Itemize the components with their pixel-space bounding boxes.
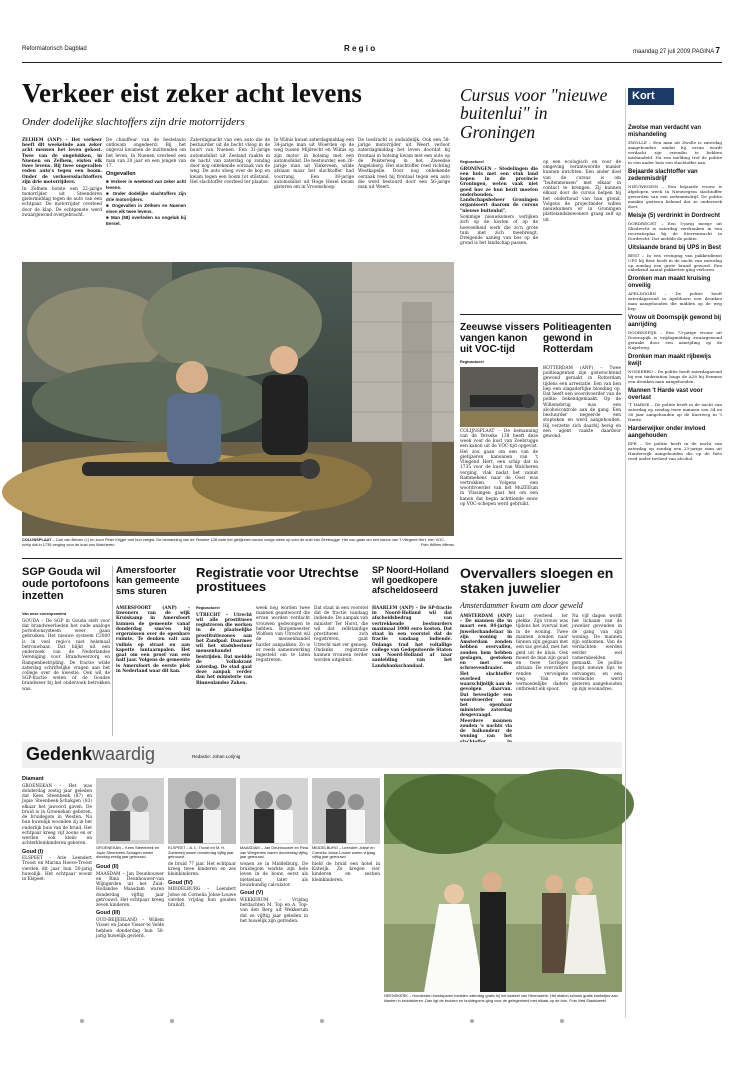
goud-label: Goud (I) bbox=[22, 848, 44, 855]
kort-title: Harderwijker onder invloed aangehouden bbox=[628, 426, 706, 440]
cursus-col-1 bbox=[460, 160, 538, 310]
registration-marks bbox=[22, 1018, 622, 1024]
couple-caption-3: MAASDAM – Jan Deunhouwer en Rina van Wingerden waren donderdag vijftig jaar getrouwd. bbox=[240, 845, 308, 860]
page-info bbox=[560, 46, 720, 60]
gedenk-col-4 bbox=[240, 862, 308, 1018]
overvallers-col-3 bbox=[572, 614, 622, 736]
wedding-caption-text: HEENSKERK – Honderden bruidsparen toetsten zaterdag gratis bij het kasteel van Heemskerk. Het station schonk gratis koeketjes aan klanten in bruidskleren. Dan ligt de bruiden en bruidegoms ging voor de gelegenheid met elkaar op de foto. bbox=[384, 993, 618, 1003]
kort-item bbox=[628, 426, 722, 461]
box-item: ■ Verkeer in weekend van zeker acht levens. bbox=[106, 179, 187, 190]
wedding-photo-art bbox=[384, 774, 622, 992]
zeeuwse-col bbox=[460, 360, 538, 540]
zeeuwse-headline: Zeeuwse vissers vangen kanon uit VOC-tijd bbox=[460, 322, 540, 355]
registratie-tag: Regioactueel bbox=[196, 606, 220, 610]
kort-item bbox=[628, 276, 722, 311]
goud-label: Goud (V) bbox=[240, 890, 264, 897]
couple-photo-4-art bbox=[312, 778, 380, 844]
zeeuwse-tag: Regioactueel bbox=[460, 360, 484, 364]
top-rule bbox=[22, 62, 722, 63]
fishermen-photo-art bbox=[22, 262, 454, 536]
kort-item bbox=[628, 169, 722, 209]
lead-headline: Verkeer eist zeker acht levens bbox=[22, 78, 362, 108]
wedding-caption bbox=[384, 994, 622, 1016]
kort-divider bbox=[625, 88, 626, 1018]
registratie-headline: Registratie voor Utrechtse prostituees bbox=[196, 565, 359, 595]
registratie-para: Dat staat in een voorstel dat de fractie vandaag indiende. De aanpak van minister Ter Horst, die wil dat zelfstandige prostituees zich registreren, gaat Utrecht niet ver genoeg. Ondanks registratie kunnen vrouwen verder worden uitgebuit. bbox=[314, 606, 368, 664]
gedenk-para: GROENEKAN – Het was donderdag zestig jaar geleden dat Kees Steenbeek (87) en Jopie Steenbeek-Schakgen (83) elkaar het jawoord gaven. De bruid is in Groenekan geboren, de bruidegom in Westen. Na hun huwelijk woonden zij in het ouderlijk huis van de bruid. Het echtpaar kreeg vijf zoons en er werden ook klein- en achterkleinkinderen geboren. bbox=[22, 783, 92, 847]
kort-title: Meisje (5) verdrinkt in Dordrecht bbox=[628, 212, 721, 219]
gedenk-col-1 bbox=[22, 774, 92, 1018]
overvallers-col-1 bbox=[460, 614, 512, 740]
reg-mark bbox=[80, 1019, 84, 1023]
gedenk-para: hield de bruid een hotel in Katwijk. Ze kregen vier kinderen en zestien kleinkinderen. bbox=[312, 862, 380, 883]
reg-mark bbox=[320, 1019, 324, 1023]
page-number: 7 bbox=[715, 46, 720, 55]
lead-para: De toedracht is onduidelijk. Ook een 58-jarige motorrijder uit Weert verloor zaterdagmiddag het leven doordat hij frontaal in botsing kwam met een auto op de Pelsterweg in het Zweedse Angelsberg. Het slachtoffer reed richting Westkapelle. Door nog onbekende oorzaak reed hij frontaal tegen een auto die werd bestuurd door een 56-jarige man uit Weert. bbox=[358, 138, 450, 191]
lead-para: Zaterdagnacht van een auto die de bestuurder uit de bocht vloog in de buurt van Nuenen. Een 31-jarige automobilist uit Zeeland raakte in de nacht van zaterdag op zondag door nog onbekende oorzaak van de weg. De auto sloeg over de kop en kwam tegen een boom tot stilstand. Het slachtoffer overleed ter plaatse. bbox=[190, 138, 270, 185]
overvallers-para: laar overleed ter plekke. Zijn vrouw was tijdens het overval niet in de woning. Twee mannen zouden naar binnen zijn gegaan met een tas gevuld, met het geld uit de kluis. Ook moest de man zijn goud en twee horloges afstaan. De overvallers renden vervolgens weg. Van de vermoedelijke daders ontbreekt elk spoor. bbox=[516, 614, 568, 693]
registratie-para: UTRECHT – Utrecht wil alle prostituees registreren die werken in de plaatselijke prostitutiezones aan het Zandpad. Daarmee wil het stadsbestuur mensenhandel bestrijden. Dat meldde de Volkskrant zaterdag. De stad gaat deze aanpak verder dan het ministerie van Binnenlandse Zaken. bbox=[196, 612, 252, 686]
kort-title: Vrouw uit Doornspijk gewond bij aanrijding bbox=[628, 315, 721, 329]
kort-item bbox=[628, 388, 722, 423]
cursus-headline: Cursus voor "nieuwe buitenlui" in Groningen bbox=[460, 85, 608, 142]
kort-text: DOORNSPIJK – Een 73-jarige vrouw uit Doornspijk is vrijdagmiddag zwaargewond geraakt door een aanrijding op de Nagelweg. bbox=[628, 329, 722, 350]
registratie-para: week nog worden twee mannen geantwoord die ervan worden verdacht vrouwen gedwongen te hebben. Burgemeester Wolfsen van Utrecht wil de mensenhandel harder aanpakken. Zo is er reeds samenwerking ingesteld om te laten registreren. bbox=[256, 606, 310, 664]
fishermen-photo bbox=[22, 262, 454, 536]
reg-mark bbox=[470, 1019, 474, 1023]
couple-caption-2: ELSPEET – A. L. Troost en M. H. Zoeteweij waren donderdag vijftig jaar getrouwd. bbox=[168, 845, 234, 860]
lead-para: De chauffeur van de bestelauto ontkwam ongedeerd. Bij het ongeval kwamen de inzittenden om het leven. In Nuenen overleed een man van 20 jaar en een jongen van 17. bbox=[106, 138, 186, 170]
lead-col-2 bbox=[106, 138, 186, 260]
kort-text: NIEUWEGEIN – Een bejaarde vrouw is afgelopen week in Nieuwegein slachtoffer geworden van een zedenmisdrijf. De politie maakte gisteren bekend dat ze onderzoek doet. bbox=[628, 183, 722, 209]
gedenkwaardig-bar bbox=[22, 742, 622, 768]
kort-text: NOSSEBRO – De politie heeft zaterdagavond bij een tankstation langs de A28 bij Eemnes een dronken man aangehouden. bbox=[628, 368, 722, 384]
section-name: R e g i o bbox=[344, 44, 376, 53]
cursus-col-2 bbox=[543, 160, 621, 310]
overvallers-subhead: Amsterdammer kwam om door geweld bbox=[460, 601, 583, 610]
zeeuwse-photo bbox=[460, 367, 538, 427]
zeeuwse-para: COLIJNSPLAAT – De bemanning van de Yerseke 138 heeft deze week voor de kust van Zeebrugge een kanon uit de VOC-tijd opgevist. Het zou gaan om een van de gietijzeren kanonnen van 't Vliegend Hert, een schip dat in 1735 voor de kust van Walcheren verging, vlak nadat het vanuit Rammekens naar de Oost was vertrokken. Volgens een woordvoerder van het MuZEEum in Vlissingen gaat het om een kanon dat begin achttiende eeuw op VOC-schepen werd gebruikt. bbox=[460, 428, 538, 507]
page-date: maandag 27 juli 2009 bbox=[632, 49, 691, 55]
kort-item bbox=[628, 315, 722, 350]
divider bbox=[460, 314, 622, 315]
overvallers-col-2 bbox=[516, 614, 568, 736]
lead-para: In Zelhem botste een 22-jarige motorrijder uit Steenderen gistermiddag tegen de auto van een echtpaar. De motorrijder overleed door de klap. De echtgenote werd zwaargewond overgebracht. bbox=[22, 186, 102, 218]
sgp-byline: Van onze correspondent bbox=[22, 612, 67, 616]
couple-photo-4 bbox=[312, 778, 380, 844]
lead-col-5 bbox=[358, 138, 450, 260]
kort-title: Dronken man maakt kruising onveilig bbox=[628, 276, 711, 290]
cursus-para: op een ecologisch en voor de omgeving verantwoorde manier kunnen inrichten. Een ander doel van de cursus is om "buitenmensen" met elkaar in contact te brengen. Zij kunnen elkaar door de cursus helpen bij het onderhoud van hun grond. Volgens de projectleider willen nieuwkomers er in Groningen plattelandsbewoners graag zelf op uit. bbox=[543, 160, 621, 223]
sgp-para: GOUDA – De SGP in Gouda stelt voor dat brandweerlieden het oude analoge portofoonsysteem weer gaan gebruiken. Het nieuwe systeem C2000 is in veel regio's niet helemaal betrouwbaar. Dat blijkt uit een onderzoek van de Nederlandse Vereniging voor Brandweerzorg en Rampenbestrijding. De fractie wilde zaterdag schriftelijke vragen aan het college over de kwestie. Ook wil de SGP-fractie weten of de Goudse brandweer bij het onderzoek betrokken was. bbox=[22, 618, 110, 692]
couple-photo-2 bbox=[168, 778, 236, 844]
kort-item bbox=[628, 354, 722, 384]
mid-rule bbox=[22, 558, 622, 559]
kort-title: Zwolse man verdacht van mishandeling bbox=[628, 125, 702, 139]
kort-text: DORDRECHT – Een 5-jarig meisje uit Sliedrecht is zaterdag verdronken in een recreatieplas bij de Sterrenwacht in Dordrecht. Dat meldde de politie. bbox=[628, 220, 722, 241]
gedenk-para: MIDDELBURG – Leendert Jobse en Cornelia Jobse-Louwe vierden vrijdag hun gouden bruiloft. bbox=[168, 887, 236, 909]
publication-name: Reformatorisch Dagblad bbox=[22, 46, 87, 52]
gedenk-col-2 bbox=[96, 862, 164, 1018]
kort-item bbox=[628, 125, 722, 165]
registratie-col-1 bbox=[196, 606, 252, 736]
overvallers-para: AMSTERDAM (ANP) – De mannen die in maart een 84-jarige juwelierhandelaar in zijn woning in Amsterdam zonden hebben overvallen, zouden hem hebben geslagen, gestoken en met een schroevendraaier. Het slachtoffer overleed waarschijnlijk aan de gevolgen daarvan. Dat bevestigde een woordvoerder van het openbaar ministerie zaterdag desgevraagd. Meerdere mannen zouden 's nachts via de balkondeur de woning van het bbox=[460, 614, 512, 740]
sp-para: HAARLEM (ANP) – De SP-fractie in Noord-Holland wil dat afscheidsbedrag van vertrekkende bestuurders maximaal 1000 euro kosten. Dat staat in een voorstel dat de fractie vandaag indiende. Onlangs trad het voltallige college van Gedeputeerde Staten van Noord-Holland af naar aanleiding van het Landsbankschandaal. bbox=[372, 606, 452, 669]
politie-para: ROTTERDAM (ANP) – Twee politieagenten zijn gisterochtend gewond geraakt in Rotterdam tijdens een arrestatie. Een van hen liep een slagaderlijke bloeding op. Dat heeft een woordvoerder van de politie bekendgemaakt. Op de Willemsbrug was een alcoholcontrole aan de gang. Een bestuurder negeerde een stopteken en werd aangehouden. Hij verzette zich daarbij hevig en een agent raakte daardoor gewond. bbox=[543, 366, 621, 440]
goud-label: Goud (II) bbox=[96, 864, 119, 870]
registratie-col-2 bbox=[256, 606, 310, 736]
kort-item bbox=[628, 245, 722, 273]
col-divider bbox=[112, 566, 113, 736]
couple-caption-4: MIDDELBURG – Leendert Jobse en Cornelia Jobse-Louwe waren vrijdag vijftig jaar getrouwd. bbox=[312, 845, 375, 860]
gedenk-para: wonen ze in Middelburg. De bruidegom werkte zijn hele leven in de bouw, eerst als metselaar, later als bouwkundig calculator. bbox=[240, 862, 308, 888]
box-item: ■ Onder dodelijke slachtoffers zijn drie motorrijders. bbox=[106, 191, 187, 202]
politie-headline: Politieagenten gewond in Rotterdam bbox=[543, 322, 612, 355]
goud-label: Goud (III) bbox=[96, 910, 121, 917]
caption-place: COLIJNSPLAAT bbox=[22, 537, 52, 542]
lead-intro: ZELHEM (ANP) – Het verkeer heeft dit weekeinde aan zeker acht mensen het leven gekost. Twee van de ongelukken, in Nuenen en Zelhem, eisten elk twee levens. Bij twee ongevallen reden auto's tegen een boom. Onder de verkeersslachtoffers zijn drie motorrijders. bbox=[22, 138, 102, 185]
lead-subhead: Onder dodelijke slachtoffers zijn drie motorrijders bbox=[22, 116, 245, 128]
lead-para: In Wilnis kwam zaterdagmiddag een 34-jarige man uit Woerden op de weg tussen Mijdrecht en Wilnis op zijn motor in botsing met een automobilist. De bestuurder, een 26-jarige man uit Vinkeveen, wilde afslaan maar het slachtoffer had voorrang. Een 38-jarige automobilist uit Hoge Hexel kwam gisteren om in Vroomshoop. bbox=[274, 138, 354, 191]
kort-text: 'T HARDE – De politie heeft in de nacht van zaterdag op zondag twee mannen van 34 en 36 jaar aangehouden op de Kuerweg in 't Harde. bbox=[628, 402, 722, 423]
gedenk-para: OUD-BEIJERLAND – Willem Visser en Janne Visser-te Velde hebben donderdag hun 50-jarig huwelijk gevierd. bbox=[96, 918, 164, 939]
kort-title: Dronken man maakt rijbewijs kwijt bbox=[628, 353, 712, 367]
couple-photo-3-art bbox=[240, 778, 308, 844]
lead-col-1 bbox=[22, 138, 102, 260]
redactie-credit: Redactie: Johan Lorijnig bbox=[192, 754, 241, 759]
gedenk-para: WEKKERUM – Vrijdag herdachten M. Top en A. Top-van den Berg uit Wekkerum dat ze vijftig jaar geleden in het huwelijk zijn getreden. bbox=[240, 897, 308, 924]
couple-photo-3 bbox=[240, 778, 308, 844]
kort-title: Uitslaande brand bij UPS in Best bbox=[628, 244, 722, 251]
box-item: ■ Man (58) overleden na ongeluk bij Eersel. bbox=[106, 215, 187, 226]
lead-col-4 bbox=[274, 138, 354, 260]
kort-item bbox=[628, 213, 722, 241]
kort-title: Bejaarde slachtoffer van zedenmisdrijf bbox=[628, 169, 698, 182]
sp-col bbox=[372, 606, 452, 736]
couple-photo-1 bbox=[96, 778, 164, 844]
sgp-headline: SGP Gouda wil oude portofoons inzetten bbox=[22, 566, 110, 603]
amersfoort-headline: Amersfoorter kan gemeente sms sturen bbox=[116, 565, 180, 597]
gedenk-para: ELSPEET – Arie Leendert Troost en Marina Hoeve-Troost vierden dit jaar hun 50-jarig huwelijk. Het echtpaar woont in Elspeet. bbox=[22, 856, 92, 883]
couple-caption-1: GROENEKAN – Kees Steenbeek en Jopie Steenbeek-Schagen waren dinsdag zestig jaar getrouwd. bbox=[96, 845, 160, 860]
kort-text: BEST – In een vestiging van pakketdienst UPS bij Best heeft in de nacht van zaterdag op zondag een grote brand gewoed. Een onbekend aantal pakketten ging verloren. bbox=[628, 252, 722, 273]
amersfoort-para: AMERSFOORT (ANP) – Inwoners van de wijk Kruiskamp in Amersfoort kunnen de gemeente vanaf donderdag sms'en bij ergernissen over de openbare ruimte. Te denken valt aan vuilnis op straat en aan kapotte lantaarnpalen. Het gaat om een proef van een half jaar. Volgens de gemeente is Amersfoort de eerste plek in Nederland waar dit kan. bbox=[116, 606, 190, 674]
gedenk-col-5 bbox=[312, 862, 380, 1018]
gedenkwaardig-title: Gedenkwaardig bbox=[26, 744, 156, 764]
ongevallen-box-title: Ongevallen bbox=[106, 171, 136, 178]
zeeuwse-photo-art bbox=[460, 367, 538, 427]
cursus-tag: Regioactueel bbox=[460, 160, 484, 164]
page-label: PAGINA bbox=[691, 49, 714, 55]
cursus-para: Sommige nieuwkomers verlijken zich op de kosten of op de hoeveelheid werk die zo'n grote tuin met zich meebrengt. Dreigende aanleg van bos op de grond is het landschap passen. bbox=[460, 215, 538, 247]
overvallers-para: Na vijf dagen wordt het lichaam van de juwelier gevonden in de gang van zijn woning. De mannen zijn ontkomen. Van de verdachten werden eerder wel camerabeelden gemaakt. De politie hoopt nieuwe tips te ontvangen, en een verdachte werd gisteren aangehouden op zijn woonadres. bbox=[572, 614, 622, 693]
gedenk-para: de bruid 77 jaar. Het echtpaar kreeg twee kinderen en zes kleinkinderen. bbox=[168, 862, 236, 878]
kort-text: APELDOORN – De politie heeft zaterdagavond in Apeldoorn een dronken man aangehouden die midden op de weg liep. bbox=[628, 291, 722, 312]
photo-credit: Foto Willem Mieras bbox=[420, 541, 454, 547]
politie-col bbox=[543, 366, 621, 540]
registratie-col-3 bbox=[314, 606, 368, 736]
box-item: ■ Ongevallen in Zelhem en Nuenen eisen elk twee levens. bbox=[106, 203, 187, 214]
reg-mark bbox=[560, 1019, 564, 1023]
reg-mark bbox=[170, 1019, 174, 1023]
couple-photo-1-art bbox=[96, 778, 164, 844]
couple-photo-2-art bbox=[168, 778, 236, 844]
diamant-label: Diamant bbox=[22, 776, 44, 782]
caption-text: Carl van Belzen (l.) en zoon Peter Krijger met hun vangst. De bemanning van de Yerseke 138 viste het gietijzeren kanon vorige week op voor de kust van Zeebrugge. Het zou gaan om een kanon van 't Vliegend Hert, een VOC-schip dat in 1735 verging voor de kust van Walcheren. bbox=[22, 537, 446, 547]
wedding-credit: Foto Ned Stadsbeeld bbox=[569, 997, 606, 1003]
goud-label: Goud (IV) bbox=[168, 879, 193, 886]
kort-title: Mannen 't Harde vast voor overlast bbox=[628, 387, 703, 401]
gedenk-col-3 bbox=[168, 862, 236, 1018]
sp-headline: SP Noord-Holland wil goedkopere afscheldoseerd bbox=[372, 565, 449, 595]
kort-text: EPE – De politie heeft in de nacht van zaterdag op zondag een 23-jarige man uit Harderwijk aangehouden die op de fiets reed onder invloed van alcohol. bbox=[628, 441, 722, 462]
wedding-photo bbox=[384, 774, 622, 992]
lead-col-3 bbox=[190, 138, 270, 260]
overvallers-headline: Overvallers sloegen en staken juwelier bbox=[460, 565, 614, 596]
kort-text: ZWOLLE – Een man uit Zwolle is zaterdag aangehouden omdat hij ervan wordt verdacht zijn vriendin te hebben mishandeld. Na een melding trof de politie in een ander huis een slachtoffer aan. bbox=[628, 140, 722, 166]
photo-caption: COLIJNSPLAAT – Carl van Belzen (l.) en zoon Peter Krijger met hun vangst. De bemanning van de Yerseke 138 viste het gietijzeren kanon vorige week op voor de kust van Zeebrugge. Het zou gaan om een kanon van 't Vliegend Hert, een VOC-schip dat in 1735 verging voor de kust van Walcheren. Foto Willem Mieras bbox=[22, 537, 454, 547]
kort-column bbox=[628, 88, 722, 1068]
sgp-col bbox=[22, 612, 110, 736]
amersfoort-col bbox=[116, 606, 190, 736]
kort-label: Kort bbox=[628, 88, 674, 105]
gedenk-para: MAASDAM – Jan Deunhouwer en Rina Deunhouwer-van Wijngerden uit het Zuid-Hollandse Maasdam waren donderdag vijftig jaar getrouwd. Het echtpaar kreeg zeven kinderen. bbox=[96, 871, 164, 909]
kort-spacer bbox=[628, 105, 722, 121]
cursus-intro: GRONINGEN – Stedelingen die een huis met een stuk land kopen in de provincie Groningen, weten vaak niet goed hoe ze hun bezit moeten onderhouden. Landschapsbeheer Groningen organiseert daarom de cursus "nieuwe buitenlui". bbox=[460, 166, 538, 214]
